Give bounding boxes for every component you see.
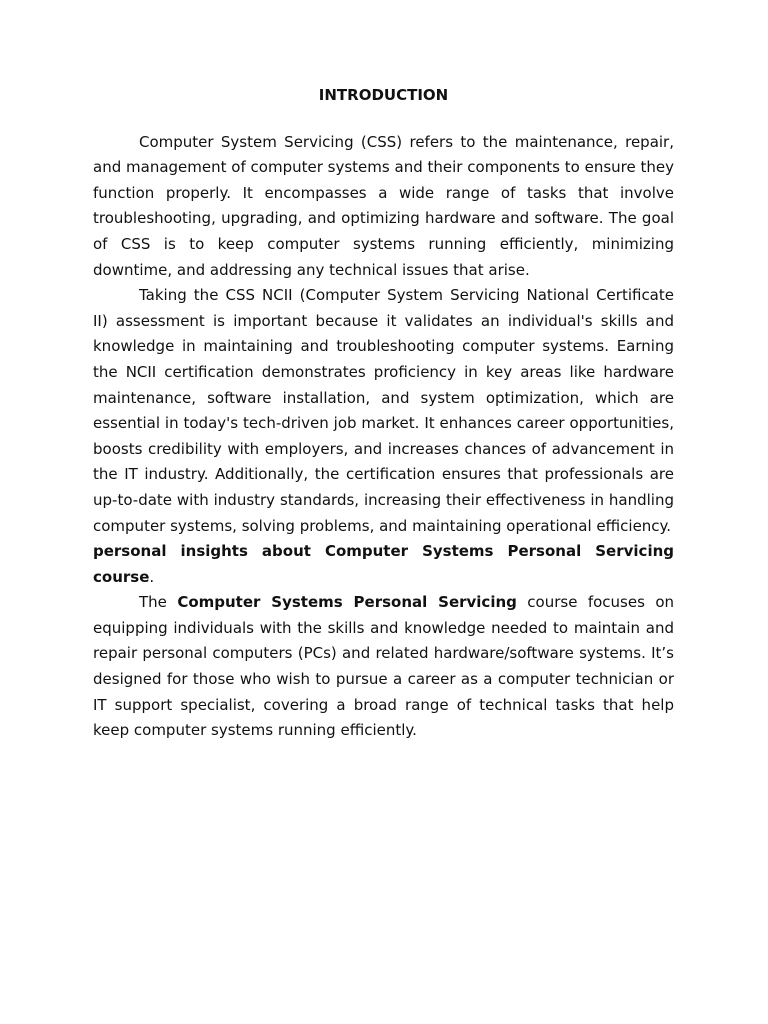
subheading-personal-insights [93,539,674,590]
document-body [93,83,674,744]
paragraph-course-description [93,590,674,744]
page-title: INTRODUCTION [318,86,449,104]
paragraph-lead-text: The [139,593,178,612]
paragraph-css-definition: Computer System Servicing (CSS) refers to the maintenance, repair, and management of computer systems and their components to ensure they function properly. It encompasses a wide range of tasks that involve troubleshooting, upgrading, and optimizing hardware and software. The goal of CSS is to keep computer systems running efficiently, minimizing downtime, and addressing any technical issues that arise. [93,132,674,279]
course-name: Computer Systems Personal Servicing [177,593,517,612]
subheading-text: personal insights about Computer Systems Personal Servicing course [93,542,674,586]
paragraph-rest-text: course focuses on equipping individuals with the skills and knowledge needed to maintain and repair personal computers (PCs) and related hardware/software systems. It’s designed for those who wish to pursue a career as a computer technician or IT support specialist, covering a broad range of technical tasks that help keep computer systems running efficiently. [93,593,674,740]
subheading-period: . [149,567,155,586]
paragraph-ncii-importance: Taking the CSS NCII (Computer System Servicing National Certificate II) assessment is important because it validates an individual's skills and knowledge in maintaining and troubleshooting computer systems. Earning the NCII certification demonstrates proficiency in key areas like hardware maintenance, software installation, and system optimization, which are essential in today's tech-driven job market. It enhances career opportunities, boosts credibility with employers, and increases chances of advancement in the IT industry. Additionally, the certification ensures that professionals are up-to-date with industry standards, increasing their effectiveness in handling computer systems, solving problems, and maintaining operational efficiency. [93,286,674,535]
